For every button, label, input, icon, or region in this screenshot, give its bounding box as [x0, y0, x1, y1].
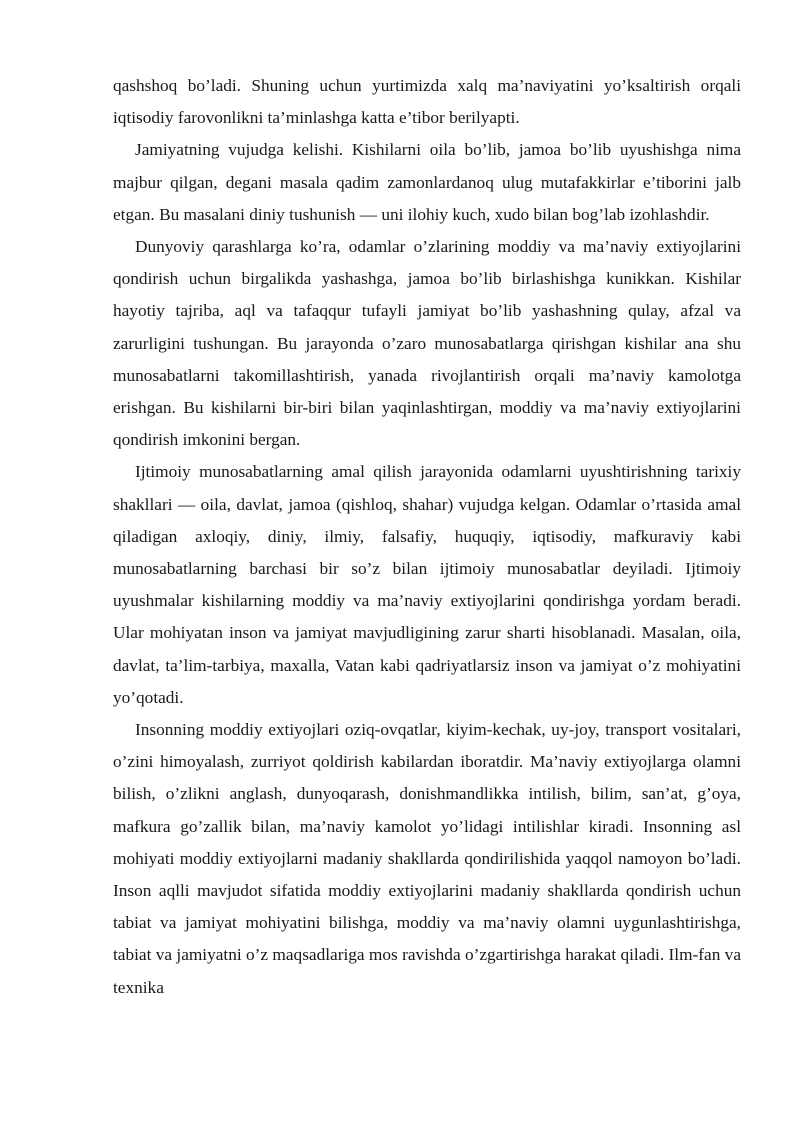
paragraph-secular-views: Dunyoviy qarashlarga ko’ra, odamlar o’zlarining moddiy va ma’naviy extiyojlarini qondirish uchun birgalikda yashashga, jamoa bo’lib birlashishga kunikkan. Kishilar hayotiy tajriba, aql va tafaqqur tufayli jamiyat bo’lib yashashning qulay, afzal va zarurligini tushungan. Bu jarayonda o’zaro munosabatlarga qirishgan kishilar ana shu munosabatlarni takomillashtirish, yanada rivojlantirish orqali ma’naviy kamolotga erishgan. Bu kishilarni bir-biri bilan yaqinlashtirgan, moddiy va ma’naviy extiyojlarini qondirish imkonini bergan. [113, 237, 741, 450]
paragraph-material-needs: Insonning moddiy extiyojlari oziq-ovqatlar, kiyim-kechak, uy-joy, transport vositalari, o’zini himoyalash, zurriyot qoldirish kabilardan iboratdir. Ma’naviy extiyojlarga olamni bilish, o’zlikni anglash, dunyoqarash, donishmandlikka intilish, bilim, san’at, g’oya, mafkura go’zallik bilan, ma’naviy kamolot yo’lidagi intilishlar kiradi. Insonning asl mohiyati moddiy extiyojlarni madaniy shakllarda qondirilishida yaqqol namoyon bo’ladi. Inson aqlli mavjudot sifatida moddiy extiyojlarini madaniy shakllarda qondirish uchun tabiat va jamiyat mohiyatini bilishga, moddiy va ma’naviy olamni uygunlashtirishga, tabiat va jamiyatni o’z maqsadlariga mos ravishda o’zgartirishga harakat qiladi. Ilm-fan va texnika [113, 720, 741, 997]
paragraph-continuation: qashshoq bo’ladi. Shuning uchun yurtimizda xalq ma’naviyatini yo’ksaltirish orqali iqtisodiy farovonlikni ta’minlashga katta e’tibor berilyapti. [113, 76, 741, 128]
document-page [113, 70, 741, 1004]
paragraph-social-relations: Ijtimoiy munosabatlarning amal qilish jarayonida odamlarni uyushtirishning tarixiy shakllari — oila, davlat, jamoa (qishloq, shahar) vujudga kelgan. Odamlar o’rtasida amal qiladigan axloqiy, diniy, ilmiy, falsafiy, huquqiy, iqtisodiy, mafkuraviy kabi munosabatlarning barchasi bir so’z bilan ijtimoiy munosabatlar deyiladi. Ijtimoiy uyushmalar kishilarning moddiy va ma’naviy extiyojlarini qondirishga yordam beradi. Ular mohiyatan inson va jamiyat mavjudligining zarur sharti hisoblanadi. Masalan, oila, davlat, ta’lim-tarbiya, maxalla, Vatan kabi qadriyatlarsiz inson va jamiyat o’z mohiyatini yo’qotadi. [113, 462, 741, 707]
paragraph-society-origin: Jamiyatning vujudga kelishi. Kishilarni oila bo’lib, jamoa bo’lib uyushishga nima majbur qilgan, degani masala qadim zamonlardanoq ulug mutafakkirlar e’tiborini jalb etgan. Bu masalani diniy tushunish — uni ilohiy kuch, xudo bilan bog’lab izohlashdir. [113, 140, 741, 224]
